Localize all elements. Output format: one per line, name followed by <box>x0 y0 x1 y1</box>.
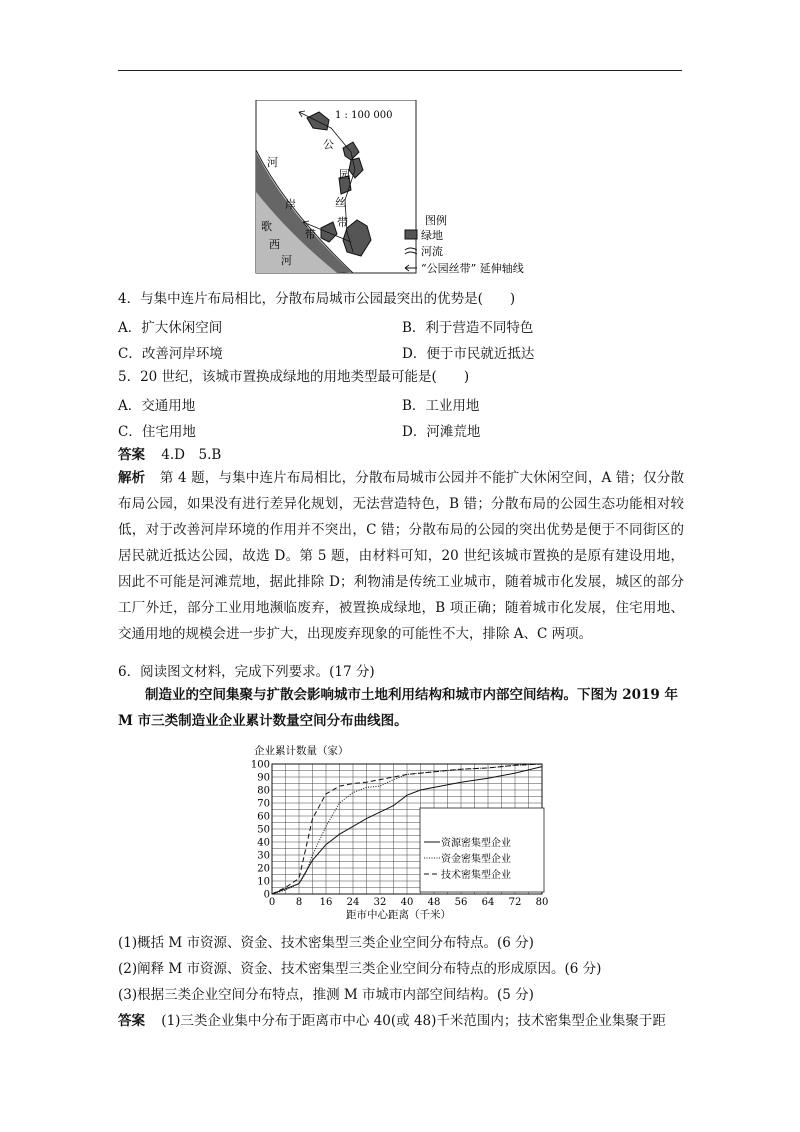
q6-stem: 6．阅读图文材料，完成下列要求。(17 分) <box>118 664 375 680</box>
q6-sub-2: (2)阐释 M 市资源、资金、技术密集型三类企业空间分布特点的形成原因。(6 分) <box>118 961 602 977</box>
legend-series-2: 资金密集型企业 <box>441 854 511 865</box>
legend-green: 绿地 <box>421 229 443 242</box>
x-tick-label: 24 <box>346 897 360 908</box>
q5-stem: 5．20 世纪，该城市置换成绿地的用地类型最可能是( ) <box>118 369 470 385</box>
legend-green-swatch <box>405 230 417 239</box>
y-tick-label: 90 <box>257 772 270 784</box>
x-tick-label: 16 <box>319 897 333 908</box>
q6-sub-1: (1)概括 M 市资源、资金、技术密集型三类企业空间分布特点。(6 分) <box>118 935 534 951</box>
bank-char-2: 岸 <box>285 198 296 211</box>
answer-1 <box>118 446 221 464</box>
answer-2 <box>118 1012 666 1030</box>
legend-series-1: 资源密集型企业 <box>441 838 511 849</box>
x-tick-label: 64 <box>481 897 495 908</box>
y-tick-label: 40 <box>257 837 270 849</box>
analysis-text: 第 4 题，与集中连片布局相比，分散布局城市公园并不能扩大休闲空间，A 错；仅分散布局公园，如果没有进行差异化规划，无法营造特色，B 错；分散布局的公园生态功能相对较低，对于改善河岸环境的作用并不突出，C 错；分散布局的公园的突出优势是便于不同街区的居民就近抵达公园，故选 D。第 5 题，由材料可知，20 世纪该城市置换的是原有建设用地，因此不可能是河滩荒地，据此排除 D；利物浦是传统工业城市，随着城市化发展，城区的部分工厂外迁，部分工业用地濒临废弃，被置换成绿地，B 项正确；随着城市化发展，住宅用地、交通用地的规模会进一步扩大，出现废弃现象的可能性不大，排除 A、C 两项。 <box>118 470 685 642</box>
x-tick-label: 56 <box>454 897 468 908</box>
river-char-3: 河 <box>281 254 292 267</box>
x-tick-label: 80 <box>535 897 549 908</box>
x-tick-label: 48 <box>427 897 441 908</box>
park-char-2: 园 <box>339 168 350 181</box>
q4-option-a: A．扩大休闲空间 <box>118 320 223 336</box>
header-rule <box>118 70 682 71</box>
legend-title: 图例 <box>425 214 447 227</box>
q5-option-c: C．住宅用地 <box>118 424 196 440</box>
y-tick-label: 30 <box>257 850 270 862</box>
legend-river: 河流 <box>421 245 443 258</box>
analysis-paragraph <box>118 465 684 647</box>
river-char-1: 歌 <box>261 220 272 233</box>
answer-2-text: (1)三类企业集中分布于距离市中心 40(或 48)千米范围内；技术密集型企业集聚于距 <box>161 1013 666 1029</box>
bank-char-1: 河 <box>267 156 278 169</box>
map-scale: 1 : 100 000 <box>335 110 393 121</box>
q5-option-b: B．工业用地 <box>402 398 480 414</box>
q5-option-d: D．河滩荒地 <box>402 424 481 440</box>
park-map-figure <box>255 100 555 280</box>
y-tick-label: 100 <box>250 759 270 771</box>
x-tick-label: 72 <box>508 897 522 908</box>
park-char-1: 公 <box>323 138 334 151</box>
y-tick-label: 80 <box>257 785 270 797</box>
q4-option-c: C．改善河岸环境 <box>118 346 223 362</box>
y-tick-label: 0 <box>263 889 270 901</box>
x-tick-label: 32 <box>373 897 387 908</box>
q5-option-a: A．交通用地 <box>118 398 196 414</box>
river-char-2: 西 <box>269 238 280 251</box>
park-char-4: 带 <box>337 216 348 229</box>
park-char-3: 丝 <box>335 196 346 209</box>
q6-material: 制造业的空间集聚与扩散会影响城市土地利用结构和城市内部空间结构。下图为 2019 年 M 市三类制造业企业累计数量空间分布曲线图。 <box>118 687 678 729</box>
q4-stem: 4．与集中连片布局相比，分散布局城市公园最突出的优势是( ) <box>118 291 516 307</box>
x-tick-label: 40 <box>400 897 414 908</box>
q4-option-d: D．便于市民就近抵达 <box>402 346 535 362</box>
y-tick-label: 50 <box>257 824 270 836</box>
q4-option-b: B．利于营造不同特色 <box>402 320 534 336</box>
x-tick-label: 8 <box>295 897 303 908</box>
x-tick-label: 0 <box>268 897 276 908</box>
answer-1-label: 答案 <box>118 447 145 463</box>
legend-series-3: 技术密集型企业 <box>441 870 511 881</box>
q6-sub-3: (3)根据三类企业空间分布特点，推测 M 市城市内部空间结构。(5 分) <box>118 987 534 1003</box>
answer-2-label: 答案 <box>118 1013 145 1029</box>
analysis-label: 解析 <box>118 470 146 486</box>
answer-1-text: 4.D 5.B <box>161 447 222 463</box>
legend-axis: “公园丝带” 延伸轴线 <box>421 262 524 275</box>
park-char-4b: 带 <box>305 228 316 241</box>
y-tick-label: 20 <box>257 863 270 875</box>
y-tick-label: 60 <box>257 811 270 823</box>
y-tick-label: 10 <box>257 876 270 888</box>
chart-xlabel: 距市中心距离（千米） <box>346 909 451 921</box>
enterprise-distribution-chart <box>250 742 560 922</box>
y-tick-label: 70 <box>257 798 270 810</box>
chart-ylabel: 企业累计数量（家） <box>254 745 349 757</box>
